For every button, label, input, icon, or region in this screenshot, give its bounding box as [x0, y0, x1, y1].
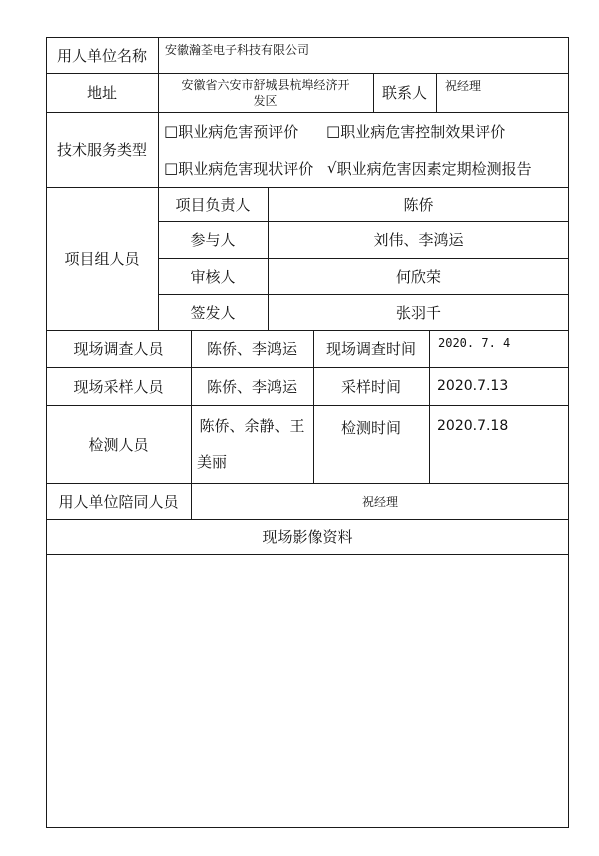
service-option-4	[327, 155, 567, 181]
sampling-time-value: 2020.7.13	[437, 378, 509, 394]
team-role: 签发人	[190, 303, 236, 322]
address-line-2: 发区	[253, 93, 278, 108]
testing-time-label: 检测时间	[340, 419, 401, 437]
service-option-label: 职业病危害因素定期检测报告	[336, 159, 532, 178]
service-option-label: 职业病危害预评价	[178, 122, 299, 141]
sampling-time-label: 采样时间	[340, 377, 401, 396]
checkbox-empty-icon[interactable]: □	[326, 122, 341, 140]
team-role: 参与人	[190, 231, 236, 249]
col-divider	[429, 330, 430, 483]
team-label: 项目组人员	[64, 250, 140, 268]
checkbox-empty-icon[interactable]: □	[164, 122, 179, 140]
testing-staff-line-2: 美丽	[197, 453, 228, 471]
survey-time-label: 现场调查时间	[325, 340, 416, 358]
team-role: 项目负责人	[175, 195, 251, 214]
survey-staff-value: 陈侨、李鸿运	[206, 340, 297, 358]
unit-name-label: 用人单位名称	[56, 46, 147, 65]
service-option-label: 职业病危害现状评价	[178, 159, 314, 178]
testing-time-value: 2020.7.18	[437, 418, 509, 434]
checkmark-icon[interactable]: √	[327, 159, 337, 177]
checkbox-empty-icon[interactable]: □	[164, 159, 179, 177]
images-area	[47, 555, 568, 827]
col-divider	[436, 73, 437, 112]
team-name: 刘伟、李鸿运	[373, 231, 464, 249]
address-label: 地址	[86, 84, 117, 102]
address-line-1: 安徽省六安市舒城县杭埠经济开	[181, 77, 350, 92]
testing-staff-line-1: 陈侨、余静、王	[199, 417, 305, 435]
images-section-title: 现场影像资料	[262, 528, 353, 546]
service-type-label: 技术服务类型	[56, 141, 147, 159]
team-name: 张羽千	[395, 303, 441, 322]
sampling-staff-value: 陈侨、李鸿运	[206, 377, 297, 396]
address-value	[158, 74, 373, 111]
escort-label: 用人单位陪同人员	[58, 492, 179, 511]
survey-staff-label: 现场调查人员	[73, 340, 164, 358]
escort-value: 祝经理	[361, 494, 398, 509]
service-option-2	[326, 118, 566, 144]
service-option-1	[164, 118, 329, 144]
col-divider	[158, 37, 159, 187]
contact-label: 联系人	[381, 84, 427, 102]
team-name: 何欣荣	[395, 267, 441, 286]
unit-name-value: 安徽瀚荃电子科技有限公司	[165, 43, 310, 57]
survey-time-value: 2020. 7. 4	[438, 336, 511, 350]
team-role: 审核人	[190, 267, 236, 286]
service-option-3	[164, 155, 329, 181]
service-option-label: 职业病危害控制效果评价	[340, 122, 506, 141]
testing-staff-label: 检测人员	[88, 435, 149, 454]
contact-value: 祝经理	[445, 79, 482, 93]
team-name: 陈侨	[403, 195, 434, 214]
testing-staff-value	[191, 408, 313, 480]
sampling-staff-label: 现场采样人员	[73, 377, 164, 396]
